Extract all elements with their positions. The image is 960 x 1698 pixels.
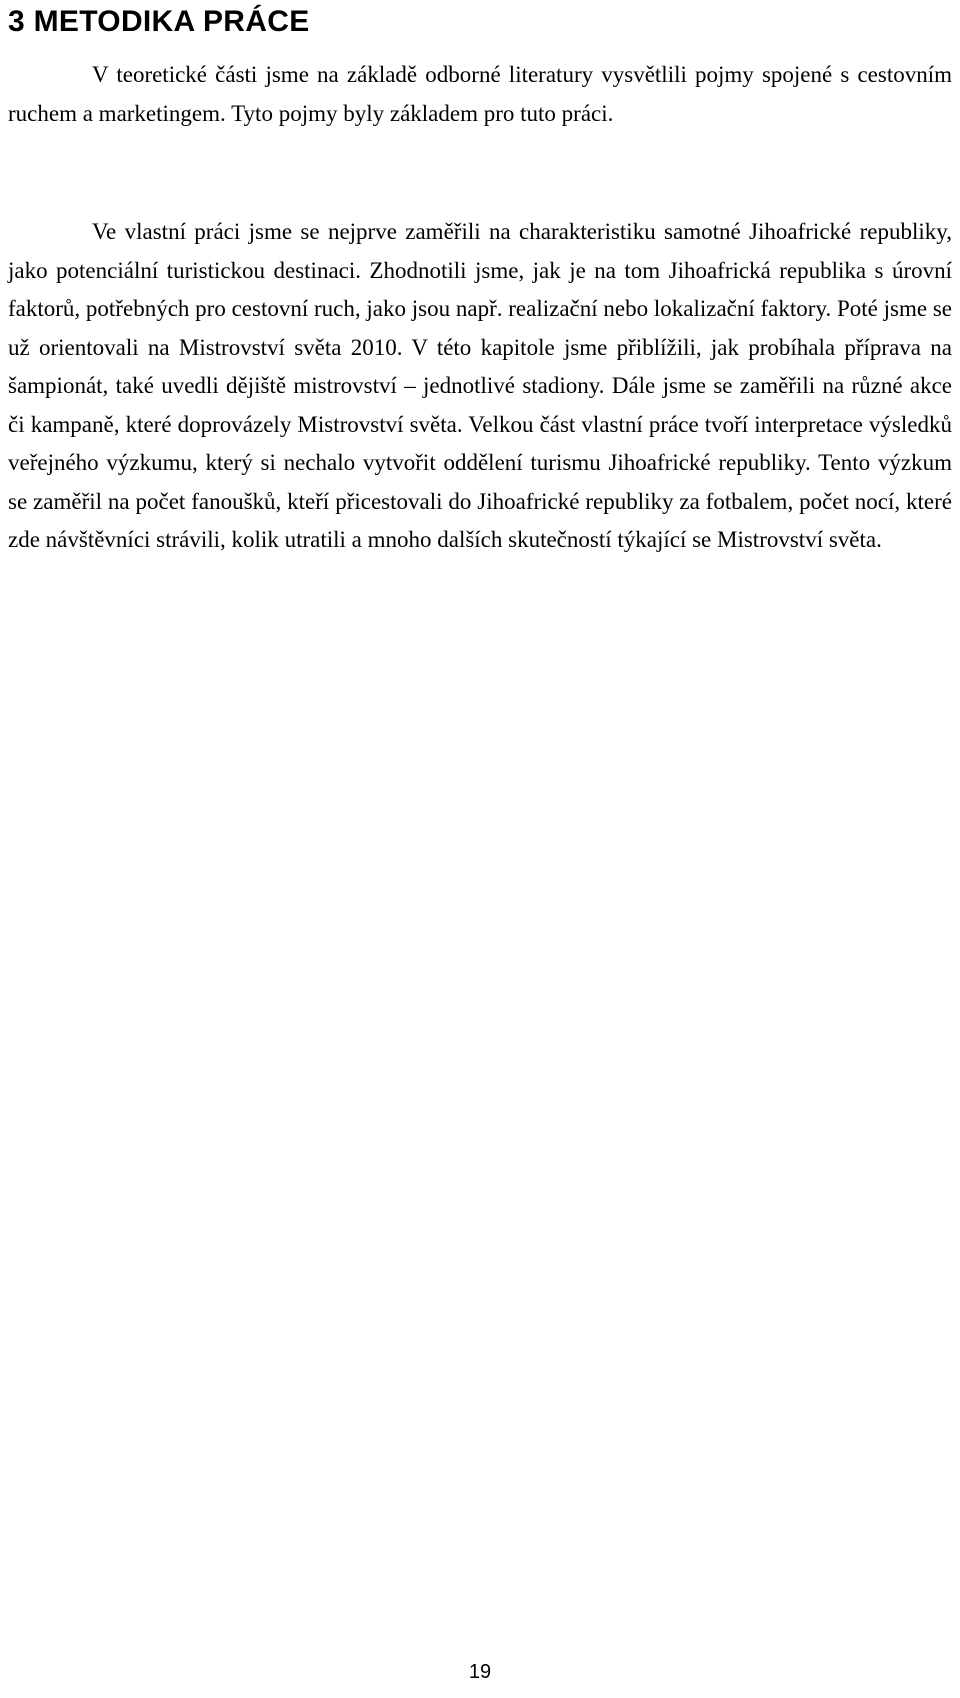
chapter-heading: 3 METODIKA PRÁCE (8, 5, 310, 38)
paragraph-intro: V teoretické části jsme na základě odborné literatury vysvětlili pojmy spojené s cestovním ruchem a marketingem. Tyto pojmy byly základem pro tuto práci. (8, 62, 952, 126)
page-number: 19 (468, 1661, 492, 1683)
paragraph-methodology: Ve vlastní práci jsme se nejprve zaměřili na charakteristiku samotné Jihoafrické republiky, jako potenciální turistickou destinaci. Zhodnotili jsme, jak je na tom Jihoafrická republika s úrovní faktorů, potřebných pro cestovní ruch, jako jsou např. realizační nebo lokalizační faktory. Poté jsme se už orientovali na Mistrovství světa 2010. V této kapitole jsme přiblížili, jak probíhala příprava na šampionát, také uvedli dějiště mistrovství – jednotlivé stadiony. Dále jsme se zaměřili na různé akce či kampaně, které doprovázely Mistrovství světa. Velkou část vlastní práce tvoří interpretace výsledků veřejného výzkumu, který si nechalo vytvořit oddělení turismu Jihoafrické republiky. Tento výzkum se zaměřil na počet fanoušků, kteří přicestovali do Jihoafrické republiky za fotbalem, počet nocí, které zde návštěvníci strávili, kolik utratili a mnoho dalších skutečností týkající se Mistrovství světa. (8, 219, 952, 552)
document-page (8, 0, 952, 1698)
